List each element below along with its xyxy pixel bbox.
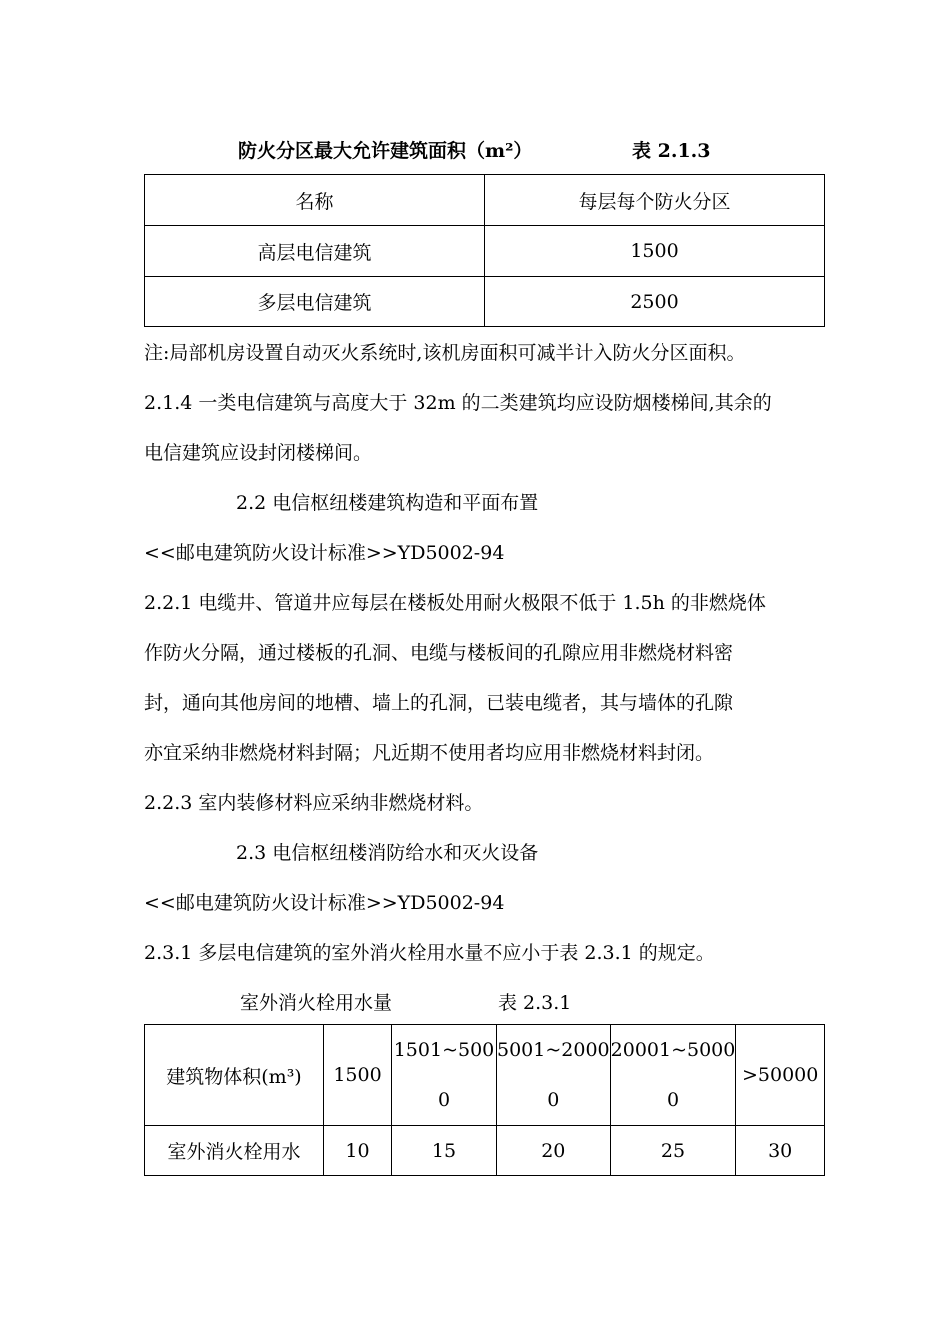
paragraph-line: 2.3.1 多层电信建筑的室外消火栓用水量不应小于表 2.3.1 的规定。 [144, 942, 715, 964]
table-title [238, 138, 532, 164]
table-title: 室外消火栓用水量 [240, 992, 393, 1014]
header-cell: 每层每个防火分区 [485, 175, 825, 226]
section-heading: 2.3 电信枢纽楼消防给水和灭火设备 [236, 842, 539, 864]
paragraph-line: 亦宜采纳非燃烧材料封隔；凡近期不使用者均应用非燃烧材料封闭。 [144, 742, 715, 764]
table-cell: 1500 [485, 226, 825, 277]
header-cell-text: 建筑物体积(m³) [166, 1065, 302, 1088]
table-header-row [145, 175, 825, 226]
paragraph-line: 电信建筑应设封闭楼梯间。 [144, 442, 373, 464]
paragraph-line: 2.1.4 一类电信建筑与高度大于 32m 的二类建筑均应设防烟楼梯间,其余的 [144, 392, 772, 414]
table-number [632, 138, 711, 164]
header-cell-line: 0 [666, 1089, 680, 1111]
note-paragraph: 注:局部机房设置自动灭火系统时,该机房面积可减半计入防火分区面积。 [144, 342, 746, 364]
header-cell-line: 0 [547, 1089, 560, 1111]
header-cell [392, 1025, 497, 1126]
header-cell [145, 1025, 324, 1126]
header-cell: >50000 [736, 1025, 825, 1126]
table-cell: 20 [497, 1126, 611, 1176]
standard-reference: <<邮电建筑防火设计标准>>YD5002-94 [144, 542, 505, 564]
table-number-text: 表 2.1.3 [632, 140, 711, 162]
fire-zone-table [144, 174, 825, 327]
header-cell-line: 0 [437, 1089, 451, 1111]
table-header-row [145, 1025, 825, 1126]
table-number: 表 2.3.1 [498, 992, 572, 1014]
section-heading: 2.2 电信枢纽楼建筑构造和平面布置 [236, 492, 539, 514]
header-cell [497, 1025, 611, 1126]
table-cell: 室外消火栓用水 [145, 1126, 324, 1176]
paragraph-line: 2.2.1 电缆井、管道井应每层在楼板处用耐火极限不低于 1.5h 的非燃烧体 [144, 592, 766, 614]
header-cell-line: 5001~2000 [497, 1039, 610, 1061]
header-cell-line: 1501~500 [393, 1039, 495, 1061]
table-cell: 高层电信建筑 [145, 226, 485, 277]
table-cell: 30 [736, 1126, 825, 1176]
table-cell: 10 [324, 1126, 392, 1176]
paragraph-line: 封，通向其他房间的地槽、墙上的孔洞，已装电缆者，其与墙体的孔隙 [144, 692, 734, 714]
table-row [145, 277, 825, 327]
table-cell: 2500 [485, 277, 825, 327]
header-cell: 名称 [145, 175, 485, 226]
header-cell-line: 20001~5000 [610, 1039, 736, 1061]
table-row [145, 1126, 825, 1176]
hydrant-water-table [144, 1024, 825, 1176]
table-cell: 15 [392, 1126, 497, 1176]
header-cell: 1500 [324, 1025, 392, 1126]
table-cell: 多层电信建筑 [145, 277, 485, 327]
paragraph-line: 作防火分隔，通过楼板的孔洞、电缆与楼板间的孔隙应用非燃烧材料密 [144, 642, 734, 664]
standard-reference: <<邮电建筑防火设计标准>>YD5002-94 [144, 892, 505, 914]
table-cell: 25 [610, 1126, 736, 1176]
table-title-text: 防火分区最大允许建筑面积（m²） [238, 140, 533, 162]
paragraph-line: 2.2.3 室内装修材料应采纳非燃烧材料。 [144, 792, 484, 814]
table-row [145, 226, 825, 277]
header-cell [610, 1025, 736, 1126]
